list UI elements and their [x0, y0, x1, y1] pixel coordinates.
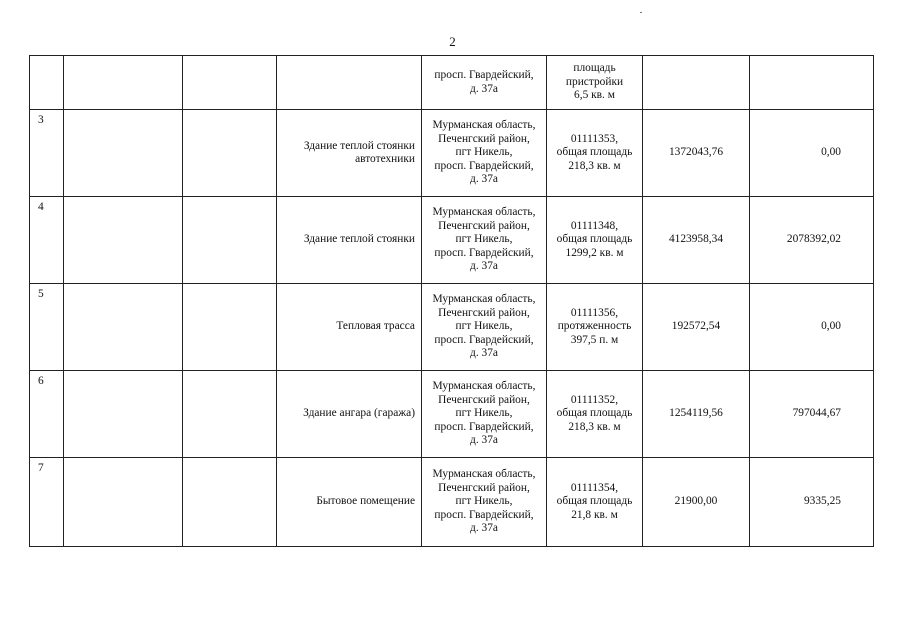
address-cell-line: Мурманская область,	[432, 119, 536, 132]
details-cell-line: общая площадь	[556, 495, 633, 508]
details-cell-line: 218,3 кв. м	[568, 159, 621, 172]
object-name-cell-line: Здание ангара (гаража)	[303, 407, 415, 420]
address-cell-line: д. 37а	[470, 434, 498, 447]
details-cell-line: 01111353,	[570, 132, 619, 145]
address-cell-line: просп. Гвардейский,	[434, 246, 534, 259]
row-number-cell: 4	[30, 197, 64, 284]
details-cell-line: 01111356,	[570, 306, 619, 319]
address-cell-line: д. 37а	[470, 522, 498, 535]
row-number-cell	[30, 56, 64, 110]
empty-cell	[64, 197, 183, 284]
table-row	[30, 56, 874, 110]
empty-cell	[183, 56, 277, 110]
value-cell: 192572,54	[643, 284, 750, 371]
address-cell	[422, 56, 547, 110]
object-name-cell-line: автотехники	[355, 153, 415, 165]
empty-cell	[64, 458, 183, 547]
value-cell: 4123958,34	[643, 197, 750, 284]
details-cell	[547, 371, 643, 458]
details-cell-line: общая площадь	[556, 407, 633, 420]
address-cell-line: пгт Никель,	[455, 320, 513, 333]
details-cell-line: 397,5 п. м	[570, 333, 619, 346]
empty-cell	[64, 284, 183, 371]
row-number-cell: 6	[30, 371, 64, 458]
property-table	[29, 55, 874, 547]
residual-value-cell	[750, 56, 874, 110]
address-cell	[422, 284, 547, 371]
address-cell-line: Мурманская область,	[432, 293, 536, 306]
object-name-cell-line: Бытовое помещение	[316, 495, 415, 508]
details-cell-line: общая площадь	[556, 146, 633, 159]
details-cell-line: 01111354,	[570, 481, 619, 494]
address-cell-line: пгт Никель,	[455, 233, 513, 246]
empty-cell	[64, 56, 183, 110]
residual-value-cell: 0,00	[750, 110, 874, 197]
details-cell-line: площадь	[573, 62, 616, 75]
address-cell-line: просп. Гвардейский,	[434, 420, 534, 433]
object-name-cell	[277, 197, 422, 284]
value-cell: 1254119,56	[643, 371, 750, 458]
object-name-cell	[277, 56, 422, 110]
address-cell-line: Печенгский район,	[438, 306, 530, 319]
value-cell	[643, 56, 750, 110]
details-cell	[547, 197, 643, 284]
details-cell-line: 01111352,	[570, 393, 619, 406]
empty-cell	[183, 458, 277, 547]
value-cell: 21900,00	[643, 458, 750, 547]
object-name-cell	[277, 371, 422, 458]
address-cell-line: д. 37а	[470, 347, 498, 360]
address-cell-line: пгт Никель,	[455, 407, 513, 420]
details-cell	[547, 458, 643, 547]
address-cell-line: Печенгский район,	[438, 132, 530, 145]
row-number-cell: 3	[30, 110, 64, 197]
empty-cell	[64, 110, 183, 197]
details-cell-line: пристройки	[565, 75, 624, 88]
object-name-cell-line: Тепловая трасса	[336, 320, 415, 333]
address-cell-line: Печенгский район,	[438, 481, 530, 494]
address-cell-line: просп. Гвардейский,	[434, 333, 534, 346]
address-cell	[422, 110, 547, 197]
empty-cell	[183, 284, 277, 371]
address-cell-line: д. 37а	[470, 260, 498, 273]
address-cell-line: просп. Гвардейский,	[434, 159, 534, 172]
address-cell	[422, 371, 547, 458]
details-cell-line: 218,3 кв. м	[568, 420, 621, 433]
table-row	[30, 110, 874, 197]
address-cell-line: Печенгский район,	[438, 393, 530, 406]
details-cell-line: общая площадь	[556, 233, 633, 246]
page-number: 2	[449, 34, 456, 49]
empty-cell	[64, 371, 183, 458]
address-cell-line: Мурманская область,	[432, 468, 536, 481]
object-name-cell	[277, 458, 422, 547]
details-cell-line: 1299,2 кв. м	[565, 246, 624, 259]
address-cell-line: Печенгский район,	[438, 219, 530, 232]
row-number-cell: 7	[30, 458, 64, 547]
address-cell-line: пгт Никель,	[455, 495, 513, 508]
residual-value-cell: 2078392,02	[750, 197, 874, 284]
address-cell-line: д. 37а	[470, 82, 498, 95]
details-cell-line: протяженность	[557, 320, 632, 333]
residual-value-cell: 797044,67	[750, 371, 874, 458]
object-name-cell	[277, 284, 422, 371]
scan-mark	[640, 12, 642, 13]
value-cell: 1372043,76	[643, 110, 750, 197]
address-cell	[422, 197, 547, 284]
table-row	[30, 197, 874, 284]
details-cell	[547, 110, 643, 197]
object-name-cell-line: Здание теплой стоянки	[303, 139, 415, 152]
address-cell-line: д. 37а	[470, 173, 498, 186]
address-cell-line: просп. Гвардейский,	[434, 508, 534, 521]
details-cell-line: 6,5 кв. м	[574, 89, 615, 102]
address-cell-line: пгт Никель,	[455, 146, 513, 159]
address-cell-line: Мурманская область,	[432, 206, 536, 219]
residual-value-cell: 9335,25	[750, 458, 874, 547]
table-row	[30, 371, 874, 458]
details-cell	[547, 56, 643, 110]
details-cell-line: 21,8 кв. м	[571, 508, 618, 521]
object-name-cell	[277, 110, 422, 197]
address-cell-line: просп. Гвардейский,	[434, 69, 534, 82]
table-row	[30, 458, 874, 547]
object-name-cell-line: Здание теплой стоянки	[303, 233, 415, 246]
details-cell-line: 01111348,	[570, 219, 619, 232]
address-cell-line: Мурманская область,	[432, 380, 536, 393]
empty-cell	[183, 110, 277, 197]
empty-cell	[183, 197, 277, 284]
empty-cell	[183, 371, 277, 458]
address-cell	[422, 458, 547, 547]
table-row	[30, 284, 874, 371]
row-number-cell: 5	[30, 284, 64, 371]
residual-value-cell: 0,00	[750, 284, 874, 371]
details-cell	[547, 284, 643, 371]
